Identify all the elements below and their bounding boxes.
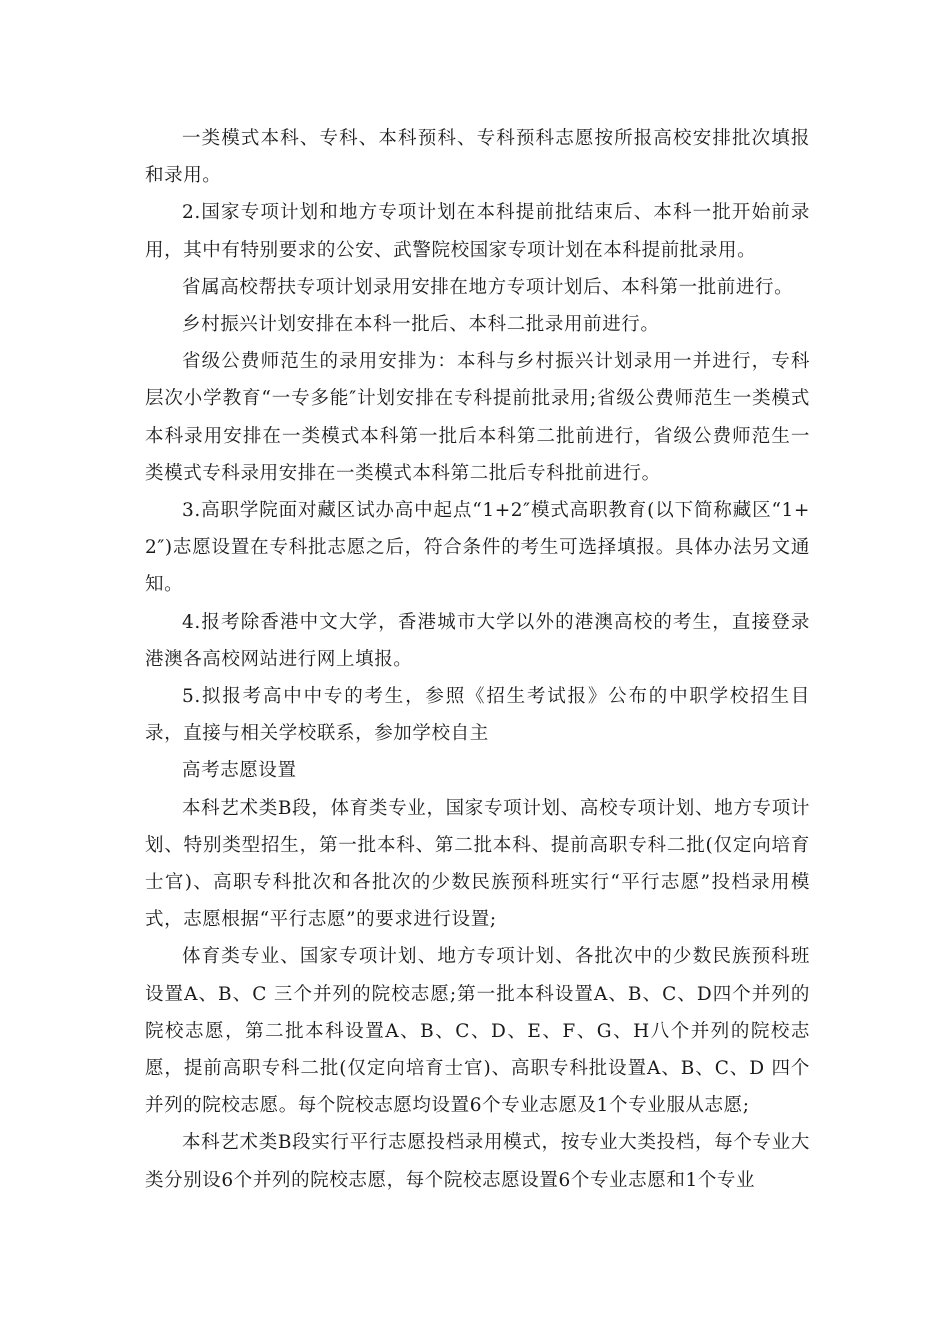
paragraph-5: 省级公费师范生的录用安排为：本科与乡村振兴计划录用一并进行，专科层次小学教育“一专多能″计划安排在专科提前批录用;省级公费师范生一类模式本科录用安排在一类模式本科第一批后本科第二批前进行，省级公费师范生一类模式专科录用安排在一类模式本科第二批后专科批前进行。	[145, 351, 810, 484]
paragraph-2: 2.国家专项计划和地方专项计划在本科提前批结束后、本科一批开始前录用，其中有特别要求的公安、武警院校国家专项计划在本科提前批录用。	[145, 202, 810, 261]
section-paragraph-2: 体育类专业、国家专项计划、地方专项计划、各批次中的少数民族预科班设置A、B、C 三个并列的院校志愿;第一批本科设置A、B、C、D四个并列的院校志愿，第二批本科设置A、B、C、D、E、F、G、H八个并列的院校志愿，提前高职专科二批(仅定向培育士官)、高职专科批设置A、B、C、D 四个并列的院校志愿。每个院校志愿均设置6个专业志愿及1个专业服从志愿;	[145, 946, 810, 1117]
paragraph-1: 一类模式本科、专科、本科预科、专科预科志愿按所报高校安排批次填报和录用。	[145, 128, 810, 187]
paragraph-4: 乡村振兴计划安排在本科一批后、本科二批录用前进行。	[182, 314, 660, 336]
paragraph-6: 3.高职学院面对藏区试办高中起点“1+2″模式高职教育(以下简称藏区“1+2″)志愿设置在专科批志愿之后，符合条件的考生可选择填报。具体办法另文通知。	[145, 500, 810, 596]
section-paragraph-1: 本科艺术类B段，体育类专业，国家专项计划、高校专项计划、地方专项计划、特别类型招生，第一批本科、第二批本科、提前高职专科二批(仅定向培育士官)、高职专科批次和各批次的少数民族预科班实行“平行志愿”投档录用模式，志愿根据“平行志愿”的要求进行设置;	[145, 797, 810, 931]
section-title: 高考志愿设置	[182, 760, 297, 782]
section-paragraph-3: 本科艺术类B段实行平行志愿投档录用模式，按专业大类投档，每个专业大类分别设6个并列的院校志愿，每个院校志愿设置6个专业志愿和1个专业	[145, 1132, 810, 1191]
paragraph-8: 5.拟报考高中中专的考生，参照《招生考试报》公布的中职学校招生目录，直接与相关学校联系，参加学校自主	[145, 686, 810, 745]
paragraph-7: 4.报考除香港中文大学，香港城市大学以外的港澳高校的考生，直接登录港澳各高校网站进行网上填报。	[145, 611, 810, 670]
paragraph-3: 省属高校帮扶专项计划录用安排在地方专项计划后、本科第一批前进行。	[182, 276, 794, 298]
document-body	[145, 120, 810, 1199]
